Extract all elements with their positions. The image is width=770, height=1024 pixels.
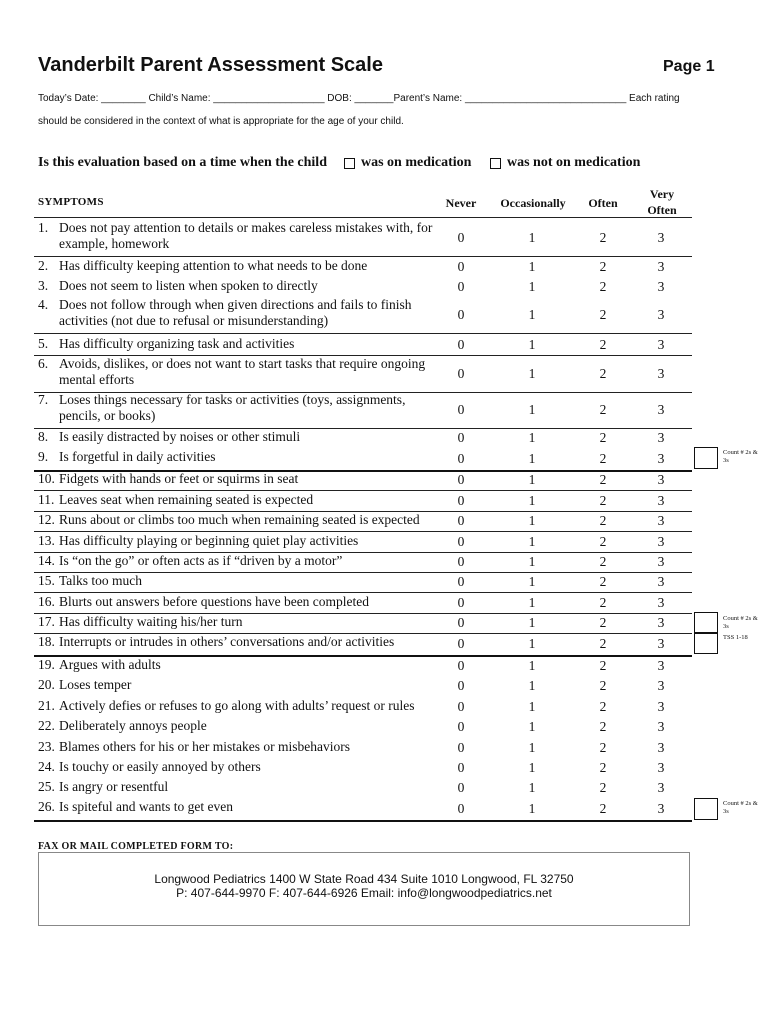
rating-occasionally[interactable]: 1 [528, 740, 536, 755]
not-on-medication-label: was not on medication [507, 155, 641, 170]
symptom-text: Blurts out answers before questions have been completed [59, 594, 370, 609]
rating-occasionally[interactable]: 1 [528, 678, 536, 693]
rating-very-often[interactable]: 3 [657, 513, 665, 528]
rating-never[interactable]: 0 [457, 658, 465, 673]
count-box-hyperactivity[interactable] [694, 612, 718, 634]
rating-very-often[interactable]: 3 [657, 615, 665, 630]
count-note-oppositional: Count # 2s & 3s [723, 800, 758, 815]
rating-very-often[interactable]: 3 [657, 337, 665, 352]
rating-never[interactable]: 0 [457, 230, 465, 245]
symptom-row [38, 471, 698, 489]
rating-never[interactable]: 0 [457, 259, 465, 274]
rating-often[interactable]: 2 [599, 337, 607, 352]
often-header: Often [588, 196, 618, 210]
rating-never[interactable]: 0 [457, 678, 465, 693]
symptom-number: 21. [38, 698, 55, 713]
rating-very-often[interactable]: 3 [657, 699, 665, 714]
rating-very-often[interactable]: 3 [657, 780, 665, 795]
rating-never[interactable]: 0 [457, 279, 465, 294]
not-on-medication-checkbox[interactable] [490, 158, 501, 169]
rating-never[interactable]: 0 [457, 801, 465, 816]
rating-often[interactable]: 2 [599, 472, 607, 487]
symptom-number: 22. [38, 718, 55, 733]
rating-often[interactable]: 2 [599, 615, 607, 630]
symptom-text: Has difficulty waiting his/her turn [59, 614, 243, 629]
rating-often[interactable]: 2 [599, 493, 607, 508]
rating-very-often[interactable]: 3 [657, 554, 665, 569]
symptom-row [38, 718, 698, 736]
symptom-text: Is easily distracted by noises or other stimuli [59, 429, 301, 444]
symptom-row [38, 392, 698, 427]
rating-very-often[interactable]: 3 [657, 230, 665, 245]
symptom-row [38, 533, 698, 551]
row-divider [34, 592, 692, 593]
info-line-2: should be considered in the context of what is appropriate for the age of your child. [38, 116, 404, 127]
symptom-number: 1. [38, 220, 49, 235]
symptom-row [38, 553, 698, 571]
very-often-header-1: Very [649, 187, 675, 201]
symptom-row [38, 220, 698, 255]
symptom-row [38, 492, 698, 510]
rating-occasionally[interactable]: 1 [528, 259, 536, 274]
rating-very-often[interactable]: 3 [657, 430, 665, 445]
rating-never[interactable]: 0 [457, 307, 465, 322]
symptom-text: Does not pay attention to details or makes careless mistakes with, for example, homework [59, 220, 433, 251]
symptom-number: 12. [38, 512, 55, 527]
rating-never[interactable]: 0 [457, 493, 465, 508]
symptom-row [38, 759, 698, 777]
rating-never[interactable]: 0 [457, 760, 465, 775]
symptom-row [38, 573, 698, 591]
fax-contact-line: P: 407-644-9970 F: 407-644-6926 Email: info@longwoodpediatrics.net [176, 886, 552, 900]
rating-never[interactable]: 0 [457, 740, 465, 755]
symptom-text: Interrupts or intrudes in others’ conversations and/or activities [59, 634, 395, 649]
rating-never[interactable]: 0 [457, 337, 465, 352]
symptom-row [38, 779, 698, 797]
rating-very-often[interactable]: 3 [657, 595, 665, 610]
rating-very-often[interactable]: 3 [657, 658, 665, 673]
tss-box[interactable] [694, 632, 718, 654]
symptom-number: 2. [38, 258, 49, 273]
symptom-text: Has difficulty keeping attention to what needs to be done [59, 258, 368, 273]
rating-occasionally[interactable]: 1 [528, 402, 536, 417]
rating-never[interactable]: 0 [457, 366, 465, 381]
rating-often[interactable]: 2 [599, 780, 607, 795]
rating-often[interactable]: 2 [599, 658, 607, 673]
rating-often[interactable]: 2 [599, 259, 607, 274]
rating-often[interactable]: 2 [599, 402, 607, 417]
rating-occasionally[interactable]: 1 [528, 760, 536, 775]
rating-very-often[interactable]: 3 [657, 259, 665, 274]
row-divider [34, 256, 692, 257]
rating-occasionally[interactable]: 1 [528, 615, 536, 630]
row-divider [34, 531, 692, 532]
rating-very-often[interactable]: 3 [657, 493, 665, 508]
on-medication-option[interactable] [344, 155, 471, 171]
rating-occasionally[interactable]: 1 [528, 513, 536, 528]
symptom-number: 7. [38, 392, 49, 407]
symptom-number: 17. [38, 614, 55, 629]
on-medication-label: was on medication [361, 155, 472, 170]
symptom-number: 25. [38, 779, 55, 794]
fax-address-box [38, 852, 690, 926]
rating-occasionally[interactable]: 1 [528, 279, 536, 294]
symptom-number: 5. [38, 336, 49, 351]
rating-often[interactable]: 2 [599, 636, 607, 651]
never-header: Never [445, 196, 477, 210]
rating-occasionally[interactable]: 1 [528, 595, 536, 610]
rating-often[interactable]: 2 [599, 307, 607, 322]
symptom-text: Talks too much [59, 573, 143, 588]
symptom-number: 10. [38, 471, 55, 486]
count-note-inattention: Count # 2s & 3s [723, 449, 758, 464]
rating-never[interactable]: 0 [457, 472, 465, 487]
symptom-number: 6. [38, 356, 49, 371]
rating-occasionally[interactable]: 1 [528, 801, 536, 816]
rating-occasionally[interactable]: 1 [528, 636, 536, 651]
rating-never[interactable]: 0 [457, 402, 465, 417]
symptom-row [38, 594, 698, 612]
rating-never[interactable]: 0 [457, 636, 465, 651]
rating-very-often[interactable]: 3 [657, 534, 665, 549]
rating-often[interactable]: 2 [599, 534, 607, 549]
row-divider [34, 490, 692, 491]
on-medication-checkbox[interactable] [344, 158, 355, 169]
symptom-text: Actively defies or refuses to go along with adults’ request or rules [59, 698, 415, 713]
rating-never[interactable]: 0 [457, 451, 465, 466]
rating-very-often[interactable]: 3 [657, 402, 665, 417]
symptom-text: Deliberately annoys people [59, 718, 207, 733]
symptom-row [38, 429, 698, 447]
rating-often[interactable]: 2 [599, 230, 607, 245]
rating-often[interactable]: 2 [599, 513, 607, 528]
rating-very-often[interactable]: 3 [657, 678, 665, 693]
symptom-number: 20. [38, 677, 55, 692]
form-title: Vanderbilt Parent Assessment Scale [38, 54, 383, 76]
fax-address-line: Longwood Pediatrics 1400 W State Road 434 Suite 1010 Longwood, FL 32750 [154, 872, 574, 886]
symptom-number: 16. [38, 594, 55, 609]
rating-very-often[interactable]: 3 [657, 279, 665, 294]
rating-often[interactable]: 2 [599, 279, 607, 294]
rating-never[interactable]: 0 [457, 615, 465, 630]
rating-occasionally[interactable]: 1 [528, 493, 536, 508]
row-divider [34, 333, 692, 334]
rating-never[interactable]: 0 [457, 595, 465, 610]
rating-very-often[interactable]: 3 [657, 307, 665, 322]
symptom-number: 11. [38, 492, 55, 507]
rating-often[interactable]: 2 [599, 678, 607, 693]
rating-occasionally[interactable]: 1 [528, 554, 536, 569]
symptom-row [38, 657, 698, 675]
evaluation-question: Is this evaluation based on a time when the child [38, 155, 327, 170]
symptom-row [38, 449, 698, 469]
symptom-text: Is touchy or easily annoyed by others [59, 759, 261, 774]
symptom-text: Has difficulty organizing task and activities [59, 336, 295, 351]
rating-very-often[interactable]: 3 [657, 740, 665, 755]
rating-very-often[interactable]: 3 [657, 719, 665, 734]
symptom-text: Is spiteful and wants to get even [59, 799, 233, 814]
symptom-text: Runs about or climbs too much when remaining seated is expected [59, 512, 420, 527]
symptom-row [38, 336, 698, 354]
symptom-row [38, 799, 698, 819]
rating-often[interactable]: 2 [599, 366, 607, 381]
rating-very-often[interactable]: 3 [657, 801, 665, 816]
symptom-text: Avoids, dislikes, or does not want to start tasks that require ongoing mental efforts [59, 356, 426, 387]
rating-often[interactable]: 2 [599, 595, 607, 610]
symptom-text: Is forgetful in daily activities [59, 449, 216, 464]
header-divider [34, 217, 692, 218]
rating-often[interactable]: 2 [599, 554, 607, 569]
symptom-row [38, 739, 698, 757]
symptom-row [38, 677, 698, 695]
occasionally-header: Occasionally [500, 196, 566, 210]
rating-often[interactable]: 2 [599, 574, 607, 589]
symptom-number: 15. [38, 573, 55, 588]
symptom-number: 26. [38, 799, 55, 814]
symptom-text: Does not seem to listen when spoken to directly [59, 278, 318, 293]
rating-occasionally[interactable]: 1 [528, 719, 536, 734]
rating-never[interactable]: 0 [457, 554, 465, 569]
rating-often[interactable]: 2 [599, 699, 607, 714]
not-on-medication-option[interactable] [490, 155, 640, 171]
symptom-number: 9. [38, 449, 49, 464]
rating-never[interactable]: 0 [457, 430, 465, 445]
symptom-row [38, 634, 698, 654]
symptom-row [38, 356, 698, 391]
rating-occasionally[interactable]: 1 [528, 430, 536, 445]
symptom-number: 19. [38, 657, 55, 672]
rating-occasionally[interactable]: 1 [528, 472, 536, 487]
symptom-number: 14. [38, 553, 55, 568]
symptom-text: Loses things necessary for tasks or activities (toys, assignments, pencils, or books) [59, 392, 406, 423]
rating-occasionally[interactable]: 1 [528, 307, 536, 322]
symptom-number: 23. [38, 739, 55, 754]
symptom-row [38, 258, 698, 276]
symptom-text: Leaves seat when remaining seated is expected [59, 492, 314, 507]
rating-often[interactable]: 2 [599, 719, 607, 734]
rating-occasionally[interactable]: 1 [528, 451, 536, 466]
symptom-number: 3. [38, 278, 49, 293]
symptom-text: Does not follow through when given directions and fails to finish activities (not due to refusal or misunderstanding) [59, 297, 412, 328]
symptom-row [38, 698, 698, 716]
symptom-number: 4. [38, 297, 49, 312]
rating-occasionally[interactable]: 1 [528, 780, 536, 795]
symptom-text: Fidgets with hands or feet or squirms in seat [59, 471, 299, 486]
rating-very-often[interactable]: 3 [657, 574, 665, 589]
rating-often[interactable]: 2 [599, 801, 607, 816]
symptom-text: Has difficulty playing or beginning quiet play activities [59, 533, 359, 548]
symptom-number: 8. [38, 429, 49, 444]
symptom-text: Is angry or resentful [59, 779, 169, 794]
rating-never[interactable]: 0 [457, 780, 465, 795]
symptom-text: Argues with adults [59, 657, 161, 672]
rating-never[interactable]: 0 [457, 513, 465, 528]
symptom-row [38, 297, 698, 332]
rating-often[interactable]: 2 [599, 760, 607, 775]
rating-often[interactable]: 2 [599, 451, 607, 466]
rating-never[interactable]: 0 [457, 719, 465, 734]
symptom-text: Is “on the go” or often acts as if “driven by a motor” [59, 553, 343, 568]
count-box-oppositional[interactable] [694, 798, 718, 820]
section-divider [34, 820, 692, 822]
rating-very-often[interactable]: 3 [657, 472, 665, 487]
rating-occasionally[interactable]: 1 [528, 337, 536, 352]
rating-very-often[interactable]: 3 [657, 451, 665, 466]
info-line-1: Today’s Date: ________ Child’s Name: ____________________ DOB: _______Parent’s Name: _____________________________ Each rating [38, 93, 680, 104]
rating-often[interactable]: 2 [599, 740, 607, 755]
symptom-row [38, 512, 698, 530]
symptom-row [38, 614, 698, 632]
rating-very-often[interactable]: 3 [657, 760, 665, 775]
rating-occasionally[interactable]: 1 [528, 658, 536, 673]
rating-very-often[interactable]: 3 [657, 636, 665, 651]
rating-never[interactable]: 0 [457, 574, 465, 589]
page-number: Page 1 [663, 58, 715, 75]
rating-occasionally[interactable]: 1 [528, 534, 536, 549]
symptom-text: Loses temper [59, 677, 132, 692]
count-note-hyperactivity: Count # 2s & 3s [723, 615, 758, 630]
symptoms-header: SYMPTOMS [38, 196, 104, 208]
rating-often[interactable]: 2 [599, 430, 607, 445]
symptom-number: 24. [38, 759, 55, 774]
rating-never[interactable]: 0 [457, 534, 465, 549]
symptom-number: 13. [38, 533, 55, 548]
symptom-number: 18. [38, 634, 55, 649]
rating-never[interactable]: 0 [457, 699, 465, 714]
rating-very-often[interactable]: 3 [657, 366, 665, 381]
fax-label: FAX OR MAIL COMPLETED FORM TO: [38, 841, 234, 852]
rating-occasionally[interactable]: 1 [528, 699, 536, 714]
count-box-inattention[interactable] [694, 447, 718, 469]
symptom-text: Blames others for his or her mistakes or misbehaviors [59, 739, 350, 754]
symptom-row [38, 278, 698, 296]
rating-occasionally[interactable]: 1 [528, 230, 536, 245]
rating-occasionally[interactable]: 1 [528, 366, 536, 381]
rating-occasionally[interactable]: 1 [528, 574, 536, 589]
very-often-header-2: Often [647, 203, 677, 217]
tss-note: TSS 1-18 [723, 634, 748, 641]
